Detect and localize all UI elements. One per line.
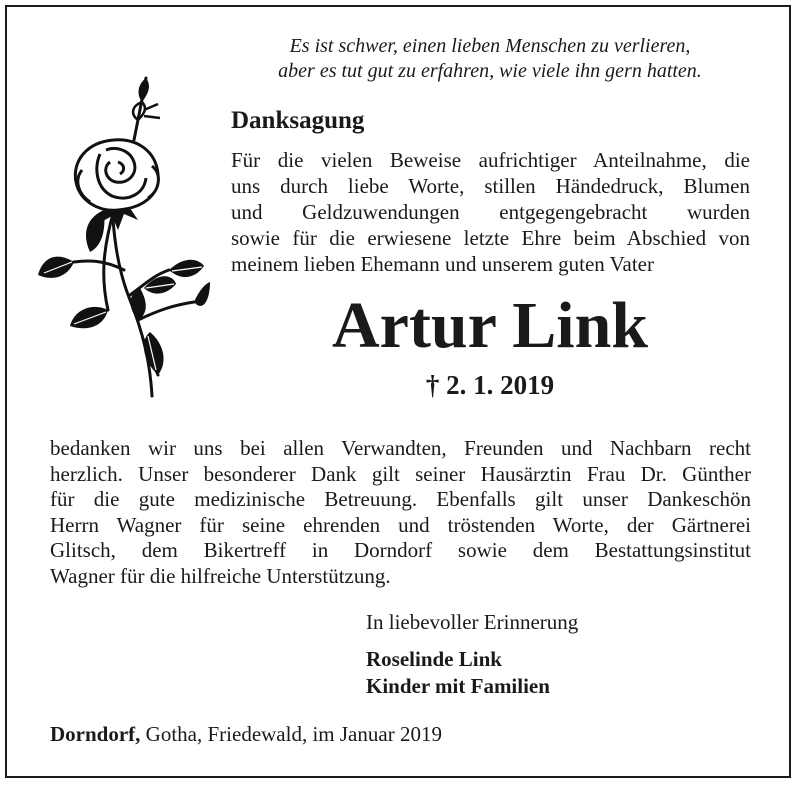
body-line: herzlich. Unser besonderer Dank gilt seiner Hausärztin Frau Dr. Günther [50,461,751,486]
quote-line-2: aber es tut gut zu erfahren, wie viele ihn gern hatten. [278,60,702,82]
intro-line: uns durch liebe Worte, stillen Händedruck, Blumen [231,174,750,198]
intro-line: Für die vielen Beweise aufrichtiger Anteilnahme, die [231,148,750,172]
intro-line: sowie für die erwiesene letzte Ehre beim Abschied von [231,226,750,250]
death-date: † 2. 1. 2019 [425,370,555,400]
thanks-heading: Danksagung [231,107,365,134]
intro-paragraph [231,147,750,277]
signer-family: Kinder mit Familien [366,674,550,698]
place-town: Dorndorf, [50,722,141,746]
opening-quote [230,34,750,84]
intro-line: meinem lieben Ehemann und unserem guten Vater [231,252,654,276]
rose-icon [34,70,210,400]
place-and-date [50,722,442,747]
quote-line-1: Es ist schwer, einen lieben Menschen zu verlieren, [289,35,691,57]
body-line: für die gute medizinische Betreuung. Ebenfalls gilt unser Dankeschön [50,487,751,511]
intro-line: und Geldzuwendungen entgegengebracht wurden [231,200,750,224]
signer-widow: Roselinde Link [366,647,502,671]
deceased-name: Artur Link [331,289,648,362]
body-line: Glitsch, dem Bikertreff in Dorndorf sowie dem Bestattungsinstitut [50,538,751,562]
place-rest: Gotha, Friedewald, im Januar 2019 [140,722,442,746]
closing-phrase: In liebevoller Erinnerung [366,610,579,634]
thanks-paragraph [50,436,751,589]
body-line: bedanken wir uns bei allen Verwandten, Freunden und Nachbarn recht [50,436,751,460]
body-line: Wagner für die hilfreiche Unterstützung. [50,563,391,588]
body-line: Herrn Wagner für seine ehrenden und tröstenden Worte, der Gärtnerei [50,512,751,537]
signers [366,646,550,700]
